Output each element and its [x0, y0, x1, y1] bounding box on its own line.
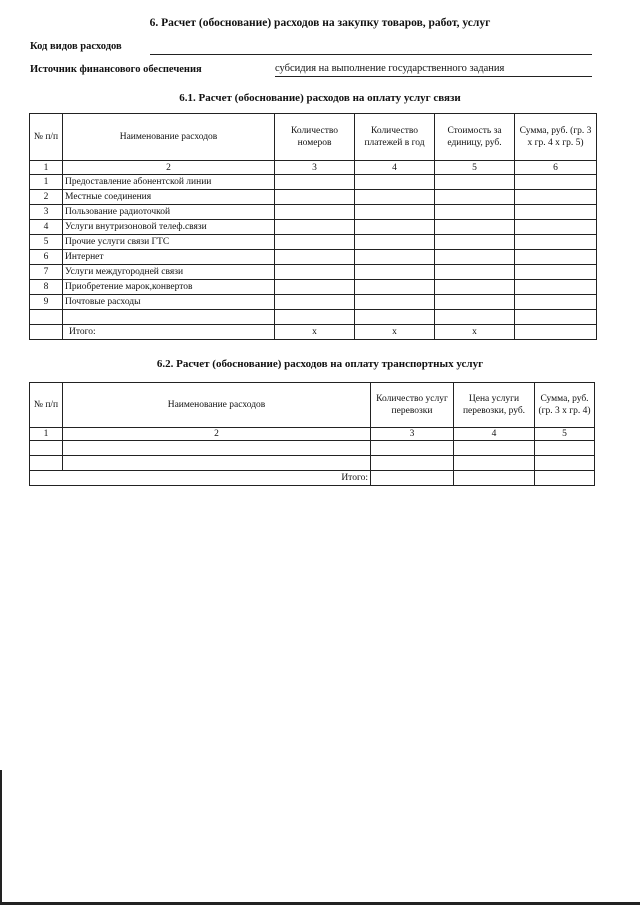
- cell[interactable]: [535, 456, 595, 471]
- cell[interactable]: [371, 441, 454, 456]
- cell[interactable]: [435, 175, 515, 190]
- row-number: 4: [30, 220, 63, 235]
- table-row: [30, 190, 597, 205]
- table-row: [30, 295, 597, 310]
- total-mark: x: [355, 325, 435, 340]
- cell[interactable]: [435, 280, 515, 295]
- table1-header-row: [30, 114, 597, 161]
- cell[interactable]: [30, 441, 63, 456]
- t2-colnum: 1: [30, 428, 63, 441]
- cell[interactable]: [63, 456, 371, 471]
- cell[interactable]: [355, 190, 435, 205]
- code-label: Код видов расходов: [30, 41, 122, 52]
- t1-colnum: 6: [515, 161, 597, 175]
- t2-colnum: 5: [535, 428, 595, 441]
- cell[interactable]: [515, 205, 597, 220]
- cell[interactable]: [355, 220, 435, 235]
- cell[interactable]: [355, 250, 435, 265]
- total-label: Итого:: [63, 325, 275, 340]
- table-row: [30, 250, 597, 265]
- expense-name: Предоставление абонентской линии: [63, 175, 275, 190]
- row-number: 1: [30, 175, 63, 190]
- transport-services-table: [29, 382, 595, 486]
- expense-name: Прочие услуги связи ГТС: [63, 235, 275, 250]
- t2-colnum: 4: [454, 428, 535, 441]
- expense-name: Местные соединения: [63, 190, 275, 205]
- row-number: 5: [30, 235, 63, 250]
- scan-left-edge: [0, 770, 2, 905]
- cell[interactable]: [371, 456, 454, 471]
- communication-services-table: [29, 113, 597, 340]
- source-field[interactable]: субсидия на выполнение государственного задания: [275, 63, 592, 77]
- total-label: Итого:: [30, 471, 371, 486]
- cell[interactable]: [371, 471, 454, 486]
- cell[interactable]: [355, 205, 435, 220]
- table1-title: 6.1. Расчет (обоснование) расходов на оплату услуг связи: [179, 92, 461, 104]
- cell[interactable]: [454, 456, 535, 471]
- cell[interactable]: [435, 205, 515, 220]
- expense-name: Почтовые расходы: [63, 295, 275, 310]
- cell[interactable]: [515, 220, 597, 235]
- t2-colnum: 2: [63, 428, 371, 441]
- cell[interactable]: [515, 295, 597, 310]
- cell[interactable]: [355, 295, 435, 310]
- row-number: 7: [30, 265, 63, 280]
- cell[interactable]: [275, 235, 355, 250]
- row-number: 3: [30, 205, 63, 220]
- table-row: [30, 175, 597, 190]
- cell[interactable]: [515, 175, 597, 190]
- cell[interactable]: [435, 220, 515, 235]
- cell[interactable]: [435, 235, 515, 250]
- cell[interactable]: [454, 441, 535, 456]
- expense-name: Услуги внутризоновой телеф.связи: [63, 220, 275, 235]
- table-row: [30, 235, 597, 250]
- t1-colnum: 4: [355, 161, 435, 175]
- row-number: 9: [30, 295, 63, 310]
- table2-header-row: [30, 383, 595, 428]
- cell[interactable]: [435, 310, 515, 325]
- table-row: [30, 220, 597, 235]
- table2-colnum-row: [30, 428, 595, 441]
- section-title: 6. Расчет (обоснование) расходов на закупку товаров, работ, услуг: [149, 17, 491, 29]
- table2-total-row: [30, 471, 595, 486]
- source-label: Источник финансового обеспечения: [30, 64, 202, 75]
- table-row-empty: [30, 441, 595, 456]
- cell[interactable]: [275, 280, 355, 295]
- expense-name: Приобретение марок,конвертов: [63, 280, 275, 295]
- cell[interactable]: [355, 265, 435, 280]
- t2-header-name: Наименование расходов: [63, 383, 371, 428]
- t2-header-price: Цена услуги перевозки, руб.: [454, 383, 535, 428]
- total-mark: x: [275, 325, 355, 340]
- cell[interactable]: [515, 250, 597, 265]
- cell[interactable]: [30, 310, 63, 325]
- table1-colnum-row: [30, 161, 597, 175]
- cell[interactable]: [63, 441, 371, 456]
- cell[interactable]: [515, 265, 597, 280]
- cell[interactable]: [454, 471, 535, 486]
- t1-header-name: Наименование расходов: [63, 114, 275, 161]
- t1-colnum: 1: [30, 161, 63, 175]
- t1-header-payments: Количество платежей в год: [355, 114, 435, 161]
- t2-colnum: 3: [371, 428, 454, 441]
- cell[interactable]: [275, 310, 355, 325]
- t1-header-unit-cost: Стоимость за единицу, руб.: [435, 114, 515, 161]
- cell[interactable]: [63, 310, 275, 325]
- row-number: 8: [30, 280, 63, 295]
- t1-colnum: 2: [63, 161, 275, 175]
- t1-header-num: № п/п: [30, 114, 63, 161]
- table-row: [30, 280, 597, 295]
- code-field[interactable]: [150, 42, 592, 55]
- table-row-empty: [30, 310, 597, 325]
- t1-colnum: 5: [435, 161, 515, 175]
- cell[interactable]: [275, 190, 355, 205]
- cell[interactable]: [275, 220, 355, 235]
- table2-title: 6.2. Расчет (обоснование) расходов на оплату транспортных услуг: [156, 358, 484, 370]
- t2-header-qty: Количество услуг перевозки: [371, 383, 454, 428]
- expense-name: Интернет: [63, 250, 275, 265]
- t1-colnum: 3: [275, 161, 355, 175]
- table-row: [30, 265, 597, 280]
- cell: [30, 325, 63, 340]
- total-sum-cell[interactable]: [535, 471, 595, 486]
- expense-name: Пользование радиоточкой: [63, 205, 275, 220]
- cell[interactable]: [355, 280, 435, 295]
- cell[interactable]: [515, 190, 597, 205]
- table-row: [30, 205, 597, 220]
- cell[interactable]: [275, 295, 355, 310]
- cell[interactable]: [355, 310, 435, 325]
- cell[interactable]: [275, 250, 355, 265]
- cell[interactable]: [515, 280, 597, 295]
- cell[interactable]: [355, 175, 435, 190]
- cell[interactable]: [515, 235, 597, 250]
- cell[interactable]: [275, 175, 355, 190]
- cell[interactable]: [275, 265, 355, 280]
- cell[interactable]: [535, 441, 595, 456]
- cell[interactable]: [435, 295, 515, 310]
- cell[interactable]: [435, 190, 515, 205]
- row-number: 6: [30, 250, 63, 265]
- t2-header-sum: Сумма, руб. (гр. 3 х гр. 4): [535, 383, 595, 428]
- cell[interactable]: [355, 235, 435, 250]
- total-mark: x: [435, 325, 515, 340]
- total-sum-cell[interactable]: [515, 325, 597, 340]
- cell[interactable]: [435, 265, 515, 280]
- t1-header-sum: Сумма, руб. (гр. 3 х гр. 4 х гр. 5): [515, 114, 597, 161]
- table1-total-row: [30, 325, 597, 340]
- cell[interactable]: [515, 310, 597, 325]
- t2-header-num: № п/п: [30, 383, 63, 428]
- t1-header-qty: Количество номеров: [275, 114, 355, 161]
- table-row-empty: [30, 456, 595, 471]
- cell[interactable]: [435, 250, 515, 265]
- cell[interactable]: [30, 456, 63, 471]
- cell[interactable]: [275, 205, 355, 220]
- expense-name: Услуги междугородней связи: [63, 265, 275, 280]
- row-number: 2: [30, 190, 63, 205]
